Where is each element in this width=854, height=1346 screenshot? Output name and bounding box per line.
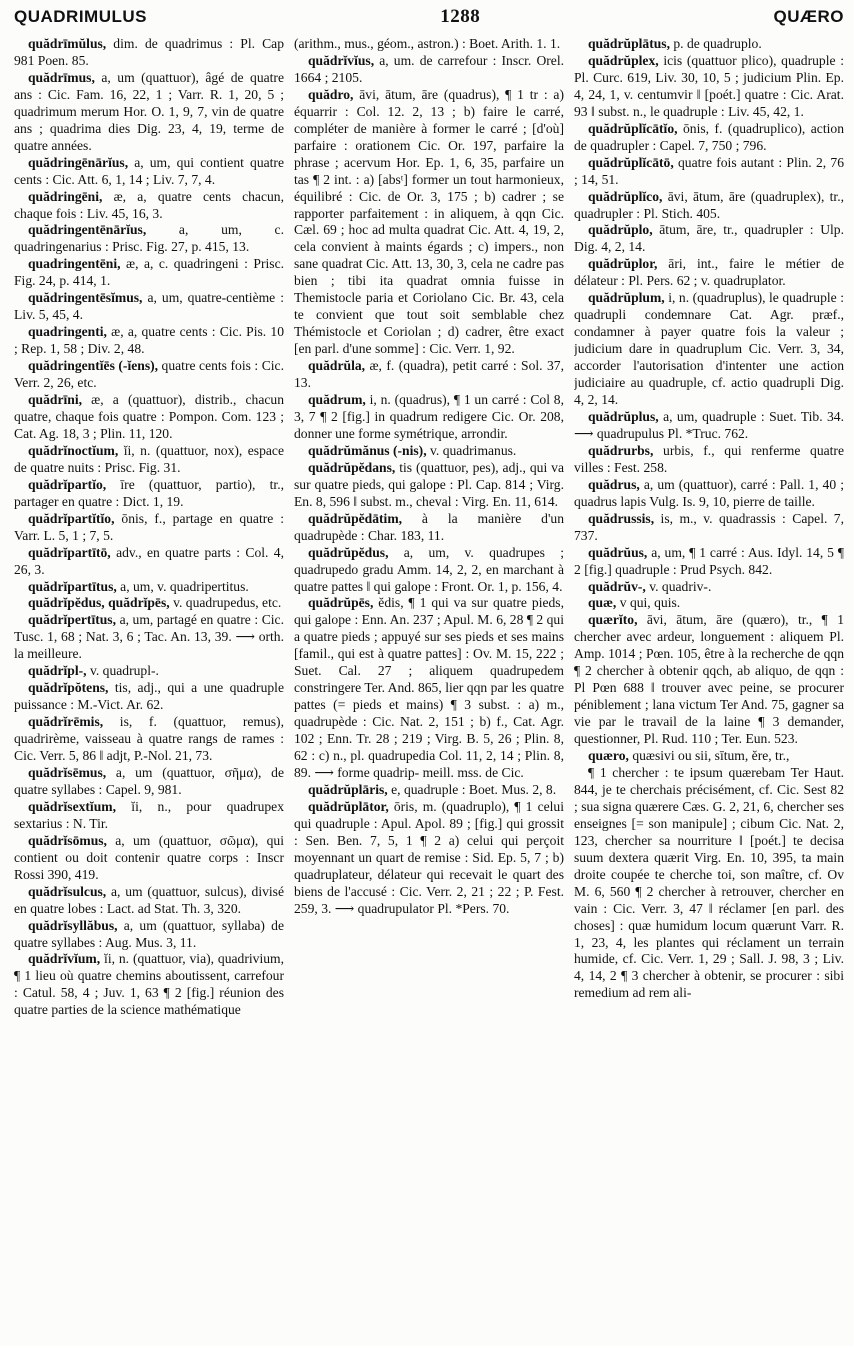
entry-definition: ōnis, f. (quadruplico), action de quadrupler : Capel. 7, 750 ; 796. <box>574 120 844 153</box>
entry-definition: v. quadrupl-. <box>86 663 159 679</box>
entry-definition: a, um, partagé en quatre : Cic. Tusc. 1, 68 ; Nat. 3, 6 ; Tac. An. 13, 39. ⟶ orth. la meilleure. <box>14 612 284 662</box>
entry-headword: quădrĭpartĭo, <box>28 476 107 492</box>
dictionary-entry <box>294 782 564 799</box>
dictionary-entry <box>294 460 564 511</box>
entry-headword: quădringentēsĭmus, <box>28 290 143 306</box>
dictionary-entry <box>14 392 284 443</box>
entry-headword: quădrīni, <box>28 392 83 408</box>
entry-headword: quădrŭpĕdātim, <box>308 510 403 526</box>
entry-definition: ātum, āre, tr., quadrupler : Ulp. Dig. 4, 2, 14. <box>574 222 844 255</box>
entry-headword: quădrīmŭlus, <box>28 36 107 51</box>
dictionary-entry <box>14 680 284 714</box>
dictionary-entry <box>294 53 564 87</box>
entry-definition: v qui, quis. <box>616 595 681 611</box>
dictionary-entry <box>14 189 284 223</box>
dictionary-entry <box>294 799 564 918</box>
entry-headword: quădrussis, <box>588 510 655 526</box>
entry-definition: is, m., v. quadrassis : Capel. 7, 737. <box>574 510 844 543</box>
entry-definition: æ, a, quatre cents : Cic. Pis. 10 ; Rep. 1, 58 ; Div. 2, 48. <box>14 324 284 357</box>
dictionary-entry <box>574 545 844 579</box>
entry-definition: icis (quattuor plico), quadruple : Pl. Curc. 619, Liv. 30, 10, 5 ; judicium Plin. Ep. 4, 24, 1, v. centumvir ‖ [poét.] quatre : Cic. Arat. 93 ‖ subst. n., le quadruple : Liv. 45, 42, 1. <box>574 52 844 119</box>
entry-definition: a, um (quattuor), âgé de quatre ans : Cic. Fam. 16, 22, 1 ; Varr. R. 1, 20, 5 ; quadrimum merum Hor. O. 1, 9, 7, vin de quatre ans ; quadrima dies Dig. 23, 4, 19, terme de quatre années. <box>14 69 284 153</box>
entry-headword: quădrŭplātor, <box>308 798 389 814</box>
entry-headword: quădrĭpertītus, <box>28 612 116 628</box>
entry-definition: quatre fois autant : Plin. 2, 76 ; 14, 51. <box>574 154 844 187</box>
entry-headword: quădrĭpartītō, <box>28 544 111 560</box>
dictionary-entry <box>14 833 284 884</box>
entry-headword: quădrurbs, <box>588 442 654 458</box>
entry-headword: quădrĭpartītus, <box>28 578 117 594</box>
dictionary-entry <box>14 799 284 833</box>
entry-headword: quădrĭsōmus, <box>28 832 107 848</box>
entry-headword: quădrŭpĕdans, <box>308 459 396 475</box>
entry-headword: quădrŭplum, <box>588 290 665 306</box>
entry-headword: quădrĭpĕdus, quădrĭpēs, <box>28 595 170 611</box>
entry-headword: quădrĭpartĭtĭo, <box>28 510 115 526</box>
dictionary-entry <box>14 443 284 477</box>
dictionary-entry <box>14 765 284 799</box>
entry-definition: a, um, quadruple : Suet. Tib. 34. ⟶ quadrupulus Pl. *Truc. 762. <box>574 408 844 441</box>
entry-definition: īre (quattuor, partio), tr., partager en quatre : Dict. 1, 19. <box>14 476 284 509</box>
entry-headword: quădrŭplĭcātō, <box>588 154 674 170</box>
header-right-word: QUÆRO <box>773 7 844 26</box>
dictionary-entry <box>574 409 844 443</box>
dictionary-entry <box>574 53 844 121</box>
dictionary-entry <box>14 70 284 155</box>
entry-headword: quădrŭplāris, <box>308 781 388 797</box>
dictionary-entry <box>14 155 284 189</box>
entry-definition: quatre cents fois : Cic. Verr. 2, 26, etc. <box>14 358 284 391</box>
entry-definition: v. quadriv-. <box>645 578 712 594</box>
dictionary-entry <box>574 256 844 290</box>
dictionary-entry <box>14 951 284 1019</box>
dictionary-entry <box>14 222 284 256</box>
entry-headword: quadringenti, <box>28 324 107 340</box>
entry-headword: quădro, <box>308 86 354 102</box>
dictionary-entry <box>574 36 844 53</box>
dictionary-entry <box>574 765 844 1002</box>
entry-headword: quădrŭv-, <box>588 578 646 594</box>
dictionary-entry <box>14 714 284 765</box>
dictionary-entry <box>574 189 844 223</box>
dictionary-entry <box>294 443 564 460</box>
entry-headword: quădrŭplor, <box>588 256 658 272</box>
dictionary-entry <box>14 290 284 324</box>
entry-definition: a, um, c. quadringenarius : Prisc. Fig. 27, p. 415, 13. <box>14 222 284 255</box>
running-header <box>14 6 844 36</box>
dictionary-entry <box>14 884 284 918</box>
dictionary-entry <box>574 748 844 765</box>
entry-definition: quæsivi ou sii, sītum, ĕre, tr., <box>628 748 790 764</box>
entry-definition: āvi, ātum, āre (quadruplex), tr., quadrupler : Pl. Stich. 405. <box>574 188 844 221</box>
dictionary-entry <box>574 511 844 545</box>
entry-definition: à la manière d'un quadrupède : Char. 183, 11. <box>294 510 564 543</box>
entry-definition: ōris, m. (quadruplo), ¶ 1 celui qui quadruple : Apul. Apol. 89 ; [fig.] qui grossit : Sen. Ben. 7, 5, 1 ¶ 2 a) celui qui perçoit moyennant un quart de remise : Sid. Ep. 5, 7 ; b) quadruplateur, délateur qui recevait le quart des biens de l'accusé : Cic. Verr. 2, 21 ; 22 ; P. Fest. 259, 3. ⟶ quadrupulator Pl. *Pers. 70. <box>294 798 564 916</box>
entry-headword: quădrŭla, <box>308 358 366 374</box>
dictionary-entry <box>294 595 564 781</box>
entry-headword: quădrĭrēmis, <box>28 714 104 730</box>
dictionary-entry <box>574 443 844 477</box>
entry-definition: v. quadrupedus, etc. <box>169 595 282 611</box>
entry-definition: adv., en quatre parts : Col. 4, 26, 3. <box>14 544 284 577</box>
entry-headword: quădrŭmănus (-nis), <box>308 442 427 458</box>
entry-definition: āvi, ātum, āre (quadrus), ¶ 1 tr : a) équarrir : Col. 12. 2, 13 ; b) faire le carré, compléter de manière à former le carré ; [d'où] parfaire : orationem Cic. Or. 197, parfaire la phrase ; acervum Hor. Ep. 1, 6, 35, parfaire un tas ¶ 2 int. : a) [absᵗ] former un tout harmonieux, équilibré : Cic. de Or. 3, 175 ; b) cadrer ; se rapporter parfaitement : in aliquem, à qqn Cic. Cæl. 69 ; hoc ad multa quadrat Cic. Att. 4, 19, 2, cela convient à maints égards ; c) impers., non sane quadrat Cic. Att. 13, 30, 3, cela ne cadre pas bien ; tibi ita quadrat omnia fuisse in Themistocle paria et Coriolano Cic. Br. 43, cela te convient que tout soit semblable chez Thémistocle et Coriolan ; d) cadrer, être exact [en parl. d'une somme] : Cic. Verr. 1, 92. <box>294 86 564 357</box>
dictionary-entry <box>574 155 844 189</box>
dictionary-entry <box>574 121 844 155</box>
dictionary-entry <box>14 511 284 545</box>
entry-headword: quădrĭsulcus, <box>28 883 107 899</box>
column-3 <box>574 36 844 1342</box>
entry-headword: quădrĭnoctĭum, <box>28 442 119 458</box>
entry-headword: quădrŭplĭco, <box>588 188 663 204</box>
column-1 <box>14 36 284 1342</box>
entry-headword: quæ, <box>588 595 617 611</box>
dictionary-entry <box>14 663 284 680</box>
entry-definition: i, n. (quadruplus), le quadruple : quadrupli condemnare Cat. Agr. præf., condamner à payer quatre fois la valeur ; judicium dare in quadruplum Cic. Verr. 3, 34, accorder l'autorisation d'intenter une action judiciaire au quadruple, cf. actio quadrupli Dig. 4, 2, 14. <box>574 290 844 408</box>
entry-headword: quădrŭplus, <box>588 408 659 424</box>
entry-headword: quădrŭplex, <box>588 52 659 68</box>
dictionary-entry <box>294 87 564 358</box>
entry-headword: quădrĭsyllăbus, <box>28 917 118 933</box>
dictionary-entry <box>574 290 844 409</box>
entry-definition: a, um (quattuor, sulcus), divisé en quatre lobes : Lact. ad Stat. Th. 3, 320. <box>14 883 284 916</box>
entry-headword: quădrīmus, <box>28 69 95 85</box>
dictionary-entry <box>14 324 284 358</box>
entry-definition: ĭi, n., pour quadrupex sextarius : N. Tir. <box>14 798 284 831</box>
entry-definition: v. quadrimanus. <box>426 442 517 458</box>
entry-headword: quădringēni, <box>28 188 103 204</box>
entry-definition: tis, adj., qui a une quadruple puissance : M.-Vict. Ar. 62. <box>14 680 284 713</box>
entry-definition: i, n. (quadrus), ¶ 1 un carré : Col 8, 3, 7 ¶ 2 [fig.] in quadrum redigere Cic. Or. 208, donner une forme symétrique, arrondir. <box>294 392 564 441</box>
entry-definition: æ, a, quatre cents chacun, chaque fois : Liv. 45, 16, 3. <box>14 188 284 221</box>
entry-definition: āri, int., faire le métier de délateur : Pl. Pers. 62 ; v. quadruplator. <box>574 256 844 289</box>
entry-definition: a, um (quattuor), carré : Pall. 1, 40 ; quadrus lapis Vulg. Is. 9, 10, pierre de taille. <box>574 476 844 509</box>
dictionary-entry <box>14 595 284 612</box>
entry-definition: a, um, ¶ 1 carré : Aus. Idyl. 14, 5 ¶ 2 [fig.] quadruple : Prud Psych. 842. <box>574 544 844 577</box>
dictionary-entry <box>14 612 284 663</box>
dictionary-entry <box>14 579 284 596</box>
entry-definition: a, um, v. quadripertitus. <box>116 578 249 594</box>
entry-headword: quădrĭvĭum, <box>28 951 101 967</box>
entry-definition: āvi, ātum, āre (quæro), tr., ¶ 1 chercher avec ardeur, longuement : aliquem Pl. Amp. 1014 ; Pœn. 105, être à la recherche de qqn ¶ 2 chercher à obtenir qqch, ab aliquo, de qqn : Pl Pœn 688 ‖ trouver avec peine, se procurer péniblement ; lana victum Ter And. 75, gagner sa vie par le travail de la laine ¶ 3 demander, questionner, Pl. Rud. 110 ; Ter. Eun. 523. <box>574 612 844 747</box>
header-left-word: QUADRIMULUS <box>14 7 147 26</box>
dictionary-entry <box>14 477 284 511</box>
entry-definition: a, um, qui contient quatre cents : Cic. Att. 6, 1, 14 ; Liv. 7, 7, 4. <box>14 154 284 187</box>
entry-headword: quădringēnārĭus, <box>28 154 129 170</box>
entry-headword: quærĭto, <box>588 612 638 628</box>
entry-headword: quădrŭplo, <box>588 222 653 238</box>
entry-definition: e, quadruple : Boet. Mus. 2, 8. <box>387 781 557 797</box>
entry-headword: quădrŭplĭcātĭo, <box>588 120 678 136</box>
text-columns <box>14 36 844 1342</box>
dictionary-entry <box>294 511 564 545</box>
entry-definition: tis (quattuor, pes), adj., qui va sur quatre pieds, qui galope : Pl. Cap. 814 ; Virg. En. 8, 596 ‖ subst. m., cheval : Virg. En. 11, 614. <box>294 459 564 509</box>
dictionary-entry <box>574 222 844 256</box>
dictionary-entry <box>574 612 844 748</box>
entry-headword: quădrĭsēmus, <box>28 764 107 780</box>
entry-definition: ĭi, n. (quattuor, nox), espace de quatre nuits : Prisc. Fig. 31. <box>14 442 284 475</box>
entry-headword: quadringentēni, <box>28 256 121 272</box>
entry-headword: quădrĭvĭus, <box>308 52 375 68</box>
column-2 <box>294 36 564 1342</box>
entry-headword: quădrŭpēs, <box>308 595 374 611</box>
entry-headword: quădrŭpĕdus, <box>308 544 389 560</box>
entry-headword: quădrĭsextĭum, <box>28 798 116 814</box>
entry-definition: ĕdis, ¶ 1 qui va sur quatre pieds, qui galope : Enn. An. 237 ; Apul. M. 6, 28 ¶ 2 qui a quatre pieds ; appuyé sur ses pieds et ses mains [famil., qui est à quatre pattes] : Ov. M. 15, 222 ; Suet. Cal. 27 ; aliquem quadrupedem constringere Ter. And. 865, lier qqn par les quatre pattes (= pieds et mains) ¶ 3 subst. : a) m., quadrupède : Cic. Nat. 2, 151 ; b) f., Cat. Agr. 102 ; Enn. Tr. 28 ; 219 ; Virg. B. 5, 26 ; Plin. 8, 62 : c) n., pl. quadrupedia Col. 11, 2, 14 ; Plin. 8, 89. ⟶ forme quadrip- meill. mss. de Cic. <box>294 595 564 780</box>
entry-definition: p. de quadruplo. <box>669 36 762 51</box>
entry-definition: ōnis, f., partage en quatre : Varr. L. 5, 1 ; 7, 5. <box>14 510 284 543</box>
entry-headword: quădringentĭēs (-ĭens), <box>28 358 159 374</box>
entry-definition: æ, a (quattuor), distrib., chacun quatre, chaque fois quatre : Pompon. Com. 123 ; Cat. Ag. 18, 3 ; Plin. 11, 120. <box>14 392 284 441</box>
entry-definition: æ, a, c. quadringeni : Prisc. Fig. 24, p. 414, 1. <box>14 256 284 289</box>
entry-definition: is, f. (quattuor, remus), quadrirème, vaisseau à quatre rangs de rames : Cic. Verr. 5, 86 ‖ adjt, P.-Nol. 21, 73. <box>14 714 284 764</box>
entry-definition: dim. de quadrimus : Pl. Cap 981 Poen. 85. <box>14 36 284 68</box>
entry-headword: quădrum, <box>308 392 366 408</box>
dictionary-entry <box>14 545 284 579</box>
entry-headword: quădrĭpŏtens, <box>28 680 109 696</box>
entry-definition: a, um, quatre-centième : Liv. 5, 45, 4. <box>14 290 284 323</box>
entry-definition: æ, f. (quadra), petit carré : Sol. 37, 13. <box>294 358 564 391</box>
entry-definition: a, um (quattuor, syllaba) de quatre syllabes : Aug. Mus. 3, 11. <box>14 917 284 950</box>
dictionary-entry <box>574 595 844 612</box>
entry-definition: a, um. de carrefour : Inscr. Orel. 1664 ; 2105. <box>294 52 564 85</box>
dictionary-entry <box>294 545 564 596</box>
page-number: 1288 <box>440 6 481 27</box>
dictionary-entry <box>294 392 564 443</box>
dictionary-entry <box>294 36 564 53</box>
dictionary-entry <box>14 36 284 70</box>
entry-headword: quæro, <box>588 748 629 764</box>
dictionary-entry <box>574 477 844 511</box>
dictionary-entry <box>14 358 284 392</box>
entry-headword: quădrŭus, <box>588 544 648 560</box>
entry-definition: a, um, v. quadrupes ; quadrupedo gradu Amm. 14, 2, 2, en marchant à quatre pattes ‖ qui galope : Front. Or. 1, p. 156, 4. <box>294 544 564 594</box>
entry-definition: ¶ 1 chercher : te ipsum quærebam Ter Haut. 844, je te cherchais précisément, cf. Cic. Sest 82 ; sua signa quærere Cæs. G. 2, 21, 6, chercher ses enseignes [= son manipule] ; cibum Cic. Nat. 2, 123, chercher sa nourriture ‖ [poét.] te decisa suum dextera quærit Virg. En. 10, 395, ta main droite coupée te cherche toi, son maître, cf. Ov M. 6, 560 ¶ 2 chercher à retrouver, chercher en vain : Cic. Verr. 3, 47 ‖ réclamer [en parl. des choses] : quæ humidum locum quærunt Varr. R. 1, 23, 4, les plantes qui réclament un terrain humide, cf. Cic. Verr. 1, 29 ; Sall. J. 98, 3 ; Liv. 4, 14, 2 ¶ 3 chercher à obtenir, se procurer : sibi remedium ad rem ali- <box>574 764 844 1001</box>
dictionary-entry <box>294 358 564 392</box>
entry-definition: urbis, f., qui renferme quatre villes : Fest. 258. <box>574 442 844 475</box>
entry-headword: quădrŭplātus, <box>588 36 670 51</box>
entry-definition: a, um (quattuor, σῶμα), qui contient ou doit contenir quatre corps : Inscr Rossi 390, 419. <box>14 832 284 882</box>
entry-headword: quădrus, <box>588 476 640 492</box>
entry-headword: quădrĭpl-, <box>28 663 87 679</box>
entry-definition: (arithm., mus., géom., astron.) : Boet. Arith. 1. 1. <box>294 36 561 51</box>
dictionary-entry <box>14 918 284 952</box>
dictionary-entry <box>14 256 284 290</box>
entry-headword: quădringentēnārĭus, <box>28 222 147 238</box>
entry-definition: ĭi, n. (quattuor, via), quadrivium, ¶ 1 lieu où quatre chemins aboutissent, carrefour : Catul. 58, 4 ; Juv. 1, 63 ¶ 2 [fig.] réunion des quatre parties de la science mathématique <box>14 951 284 1018</box>
entry-definition: a, um (quattuor, σῆμα), de quatre syllabes : Capel. 9, 981. <box>14 764 284 797</box>
dictionary-entry <box>574 579 844 596</box>
